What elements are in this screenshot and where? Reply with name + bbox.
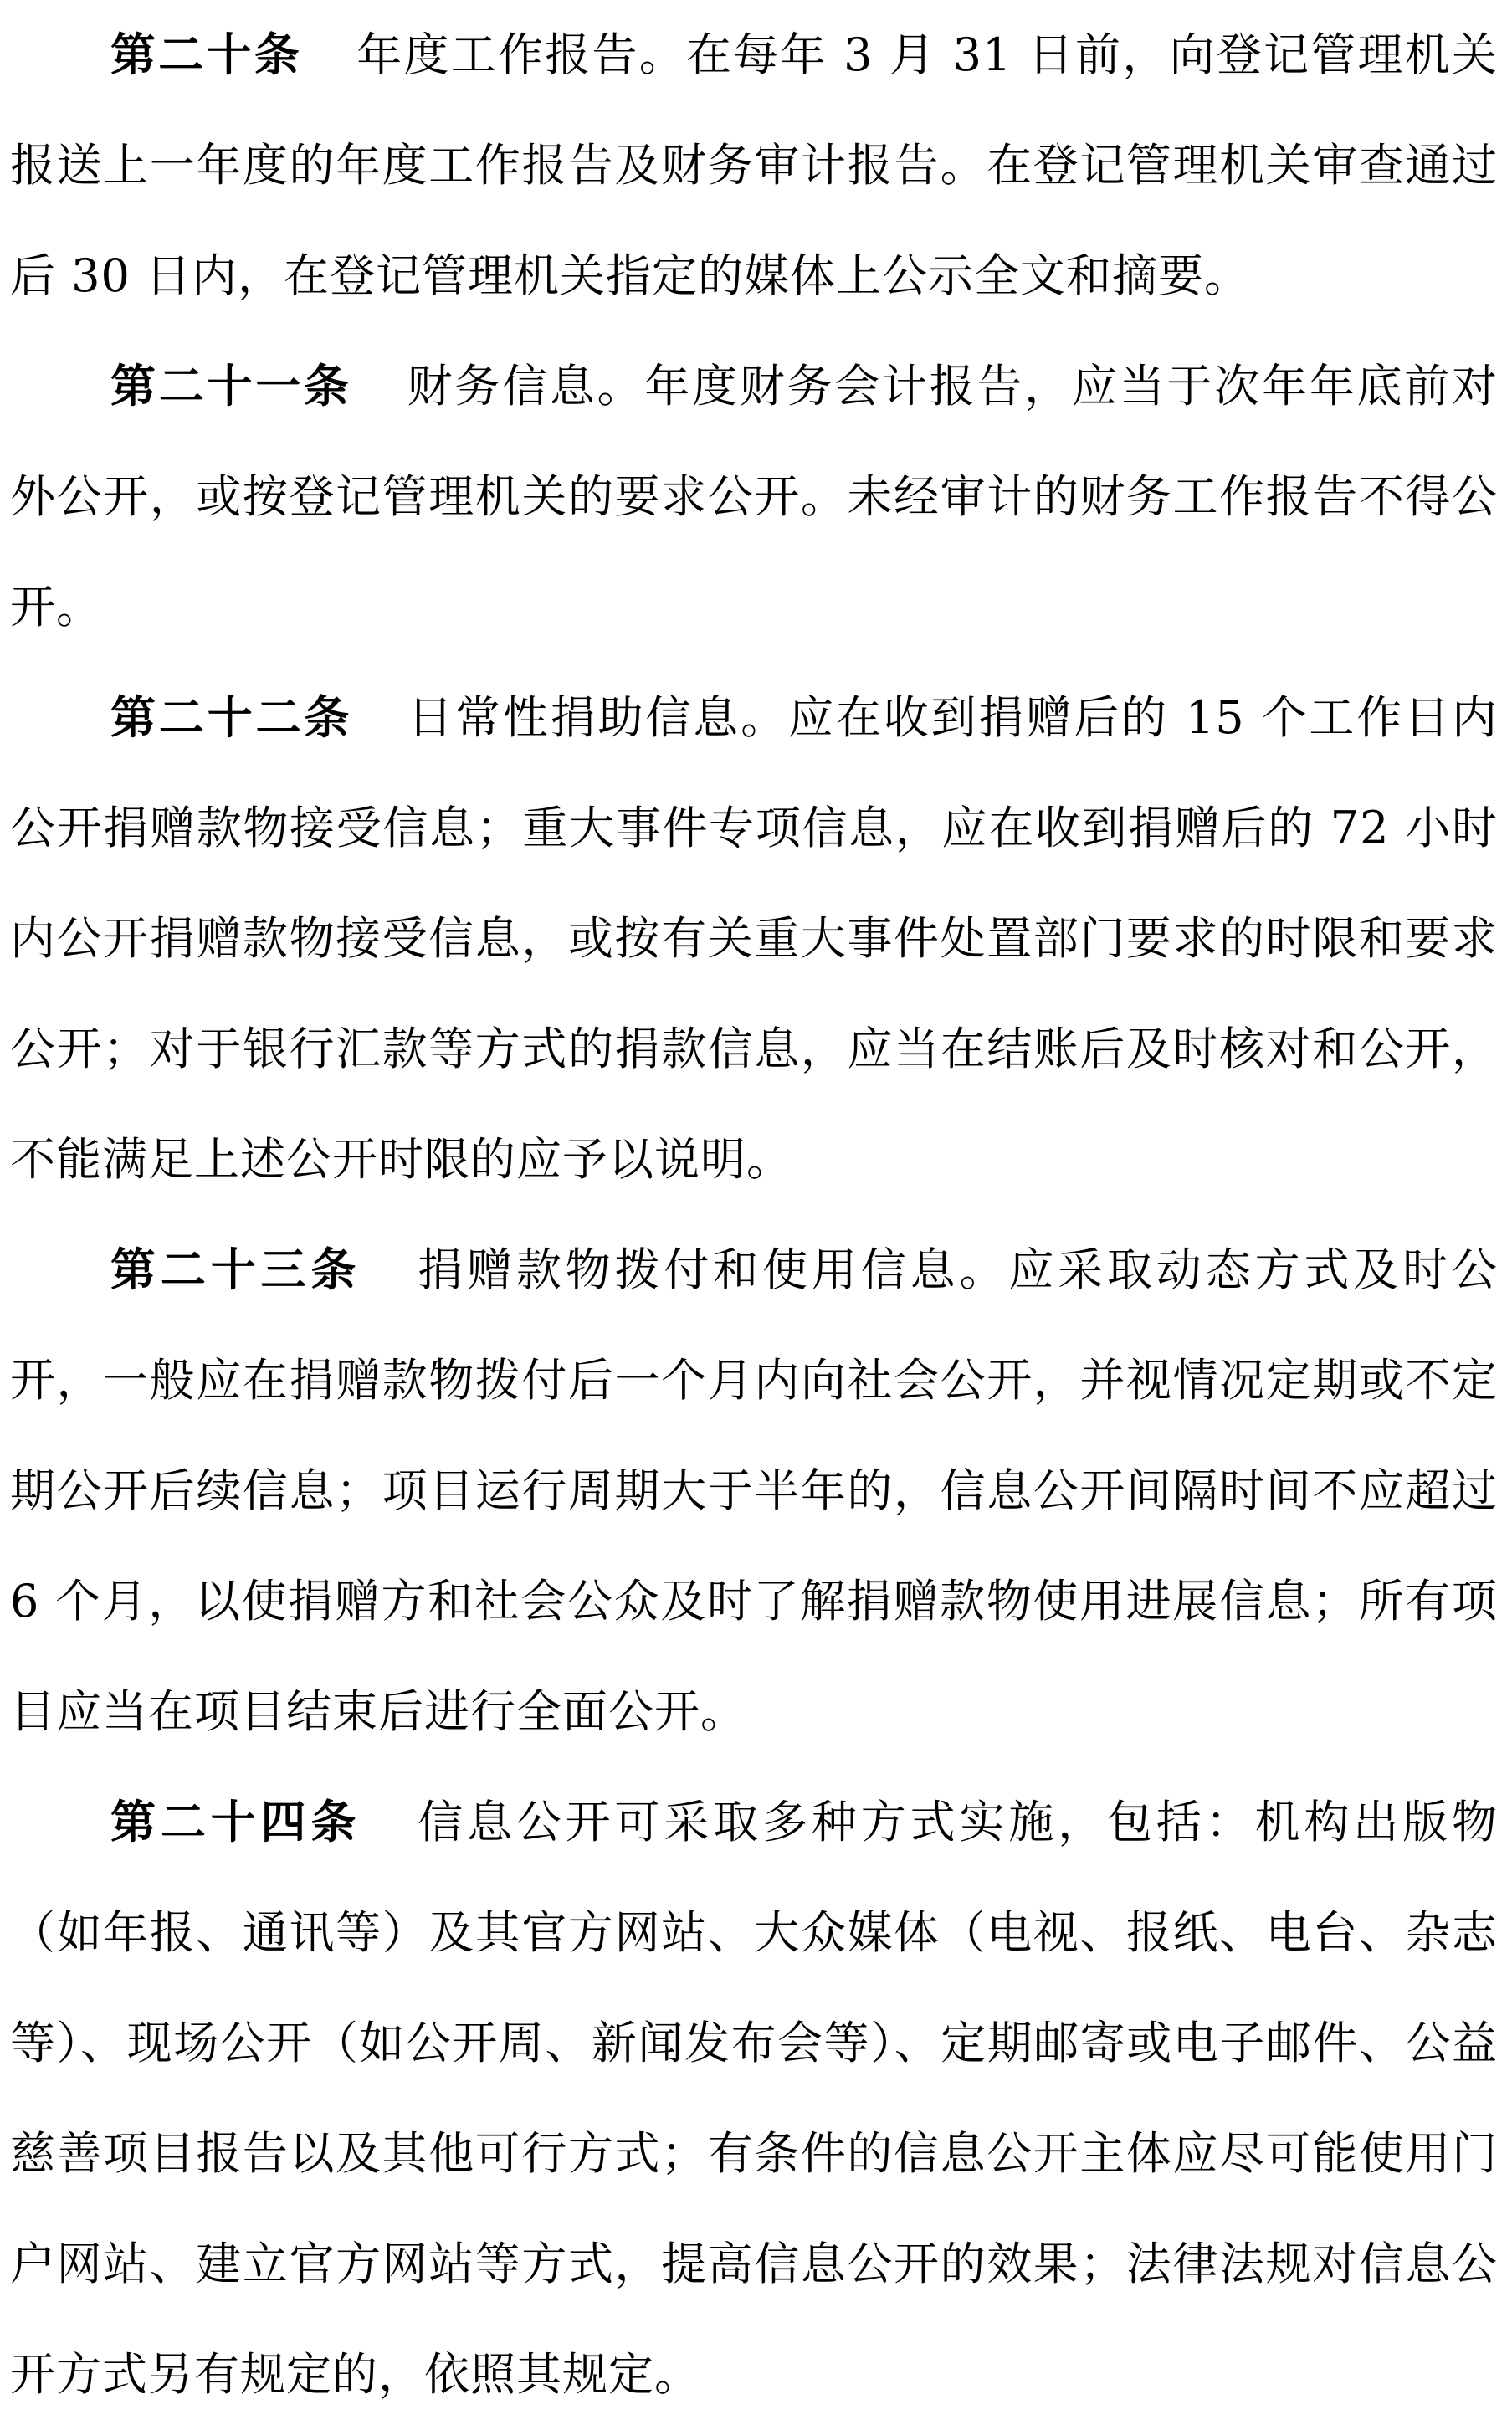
article-23	[10, 1215, 1498, 1767]
article-22-title: 第二十二条	[110, 691, 353, 744]
article-22-body: 日常性捐助信息。应在收到捐赠后的 15 个工作日内公开捐赠款物接受信息；重大事件专项信息，应在收到捐赠后的 72 小时内公开捐赠款物接受信息，或按有关重大事件处置部门要求的时限和要求公开；对于银行汇款等方式的捐款信息，应当在结账后及时核对和公开，不能满足上述公开时限的应予以说明。	[10, 691, 1498, 1186]
article-21-body: 财务信息。年度财务会计报告，应当于次年年底前对外公开，或按登记管理机关的要求公开。未经审计的财务工作报告不得公开。	[10, 360, 1498, 633]
article-22	[10, 663, 1498, 1215]
article-23-title: 第二十三条	[110, 1243, 361, 1296]
article-20	[10, 0, 1498, 331]
article-24-body: 信息公开可采取多种方式实施，包括：机构出版物（如年报、通讯等）及其官方网站、大众媒体（电视、报纸、电台、杂志等）、现场公开（如公开周、新闻发布会等）、定期邮寄或电子邮件、公益慈善项目报告以及其他可行方式；有条件的信息公开主体应尽可能使用门户网站、建立官方网站等方式，提高信息公开的效果；法律法规对信息公开方式另有规定的，依照其规定。	[10, 1796, 1499, 2401]
article-23-body: 捐赠款物拨付和使用信息。应采取动态方式及时公开，一般应在捐赠款物拨付后一个月内向社会公开，并视情况定期或不定期公开后续信息；项目运行周期大于半年的，信息公开间隔时间不应超过 6 个月，以使捐赠方和社会公众及时了解捐赠款物使用进展信息；所有项目应当在项目结束后进行全面公开。	[10, 1243, 1499, 1738]
article-20-body: 年度工作报告。在每年 3 月 31 日前，向登记管理机关报送上一年度的年度工作报告及财务审计报告。在登记管理机关审查通过后 30 日内，在登记管理机关指定的媒体上公示全文和摘要。	[10, 28, 1499, 302]
article-21-title: 第二十一条	[110, 360, 352, 413]
article-24-title: 第二十四条	[110, 1796, 361, 1848]
article-24	[10, 1767, 1498, 2430]
document-body	[10, 0, 1498, 2430]
article-21	[10, 331, 1498, 663]
article-20-title: 第二十条	[110, 28, 303, 81]
